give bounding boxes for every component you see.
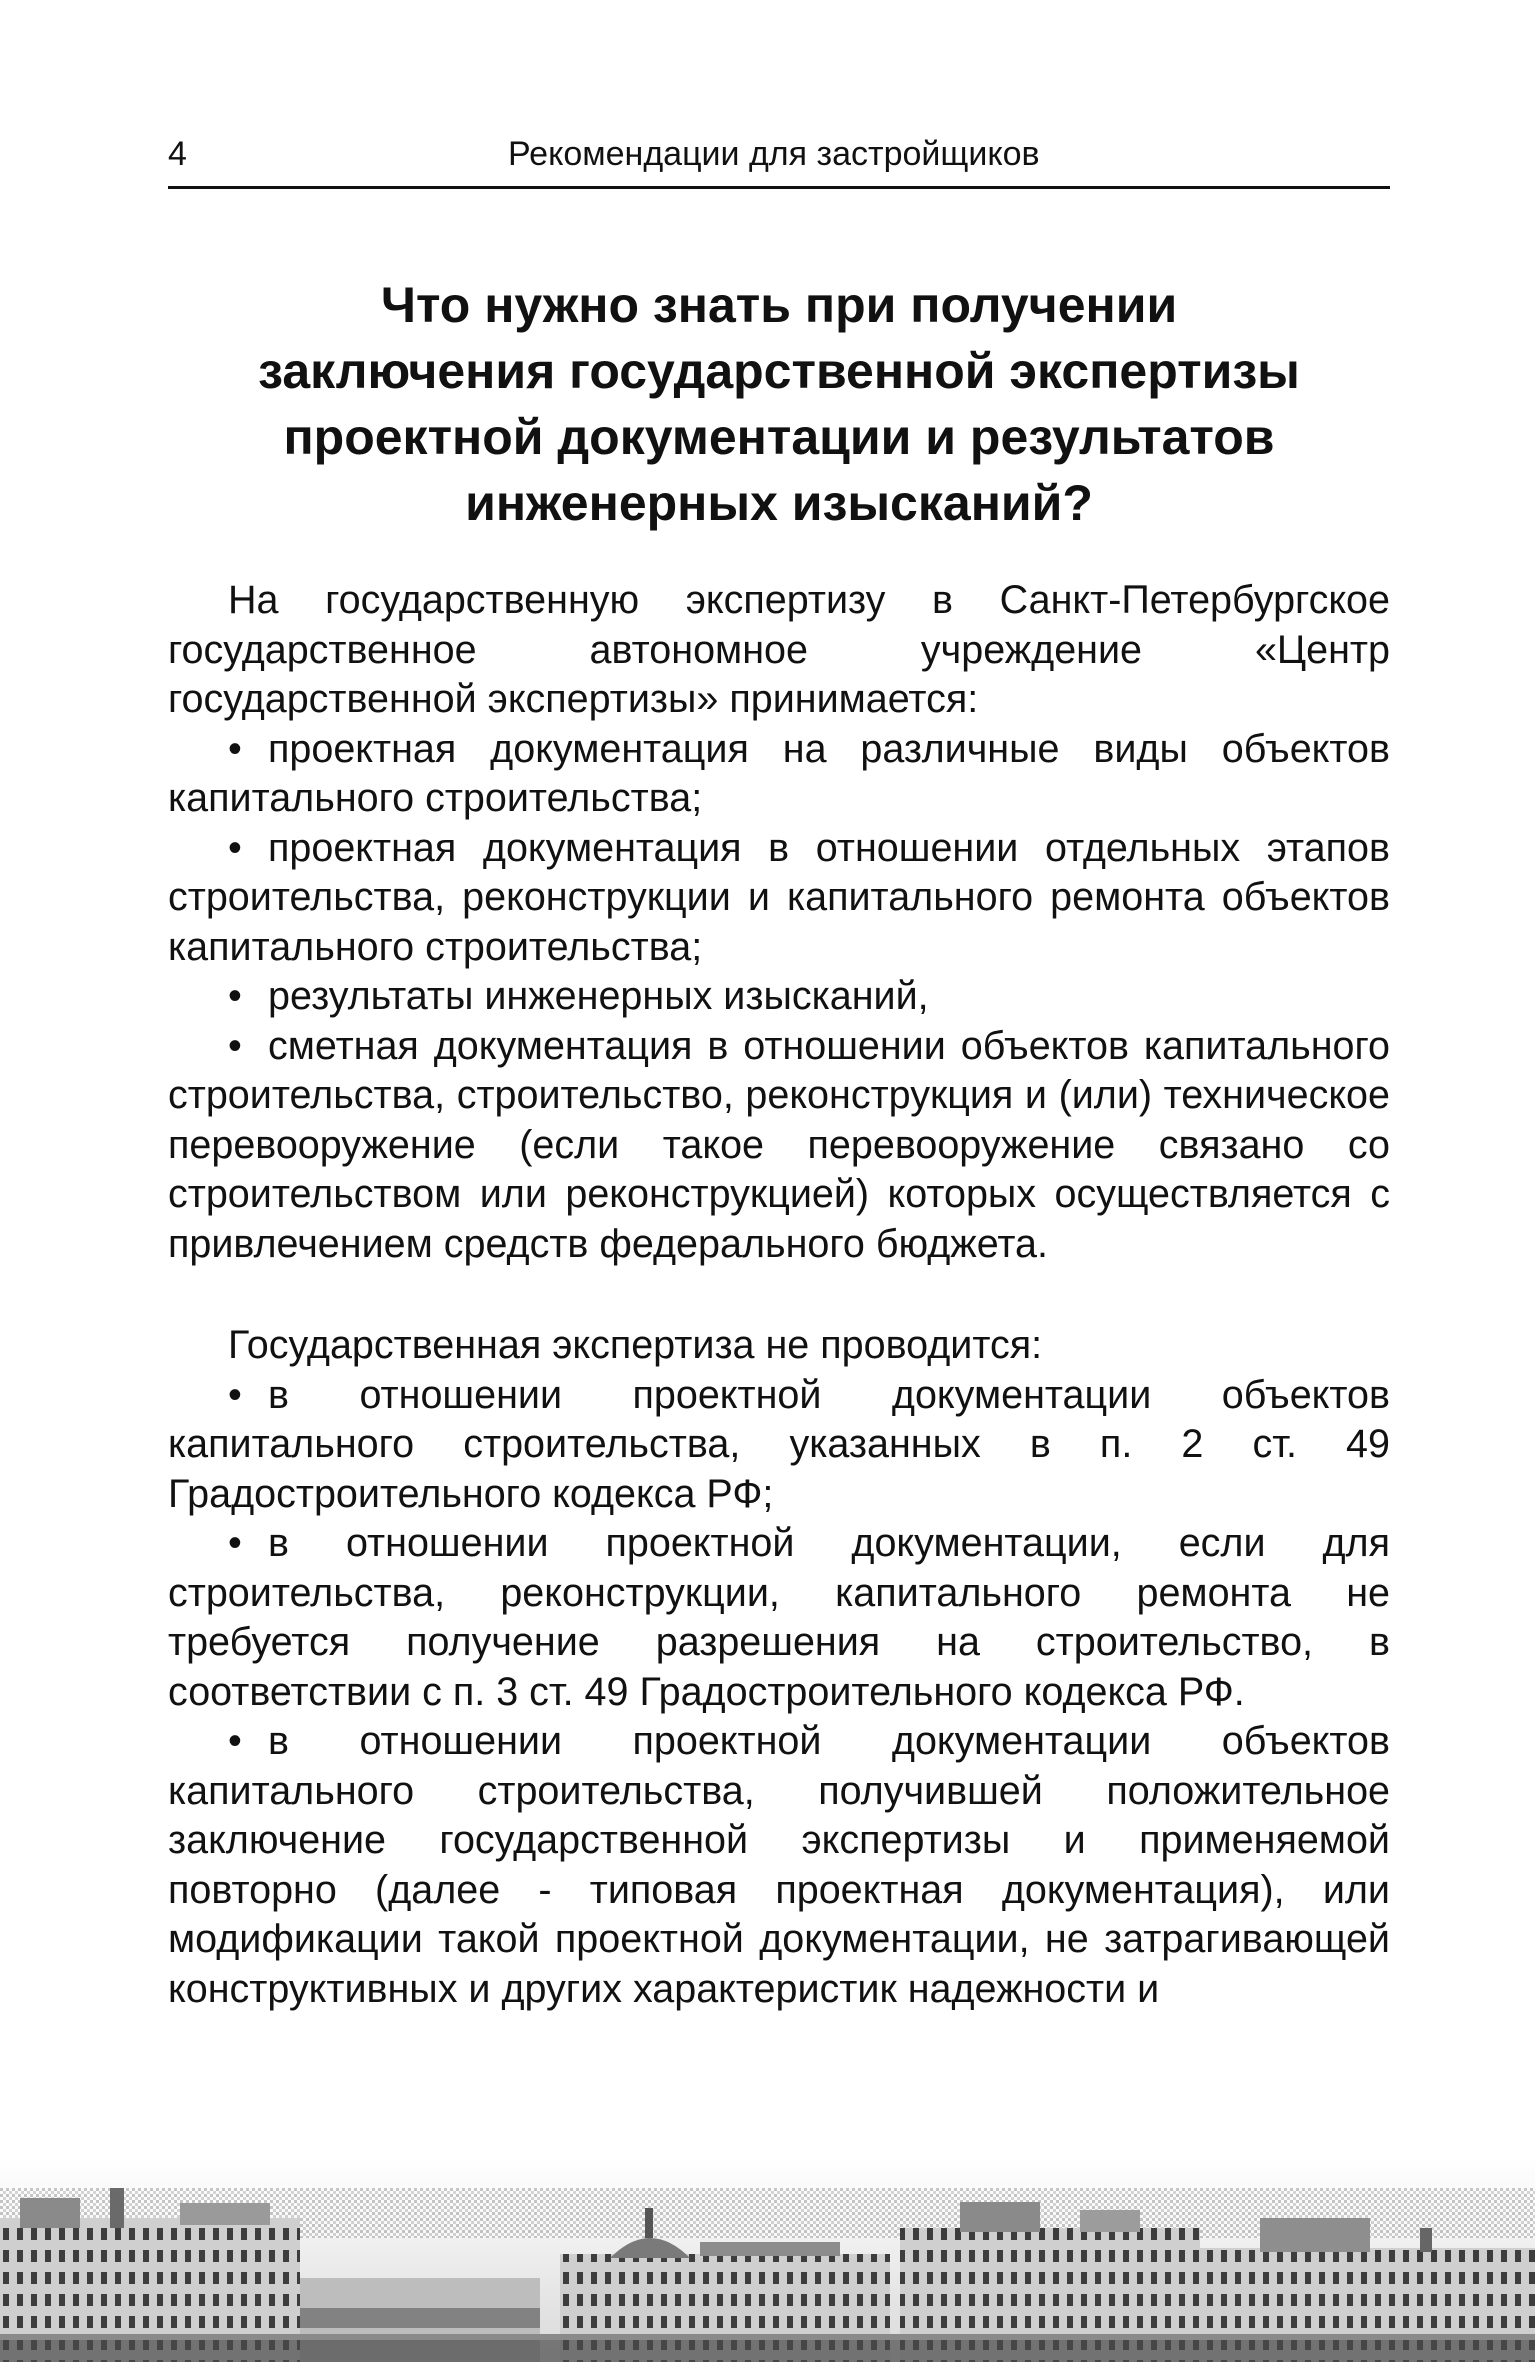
list-item <box>168 725 1390 824</box>
list-item <box>168 1371 1390 1520</box>
list-item-text: проектная документация в отношении отдельных этапов строительства, реконструкции и капитального ремонта объектов капитального строительства; <box>168 825 1390 969</box>
engraving-footer <box>0 2158 1535 2362</box>
city-skyline-engraving <box>0 2158 1535 2362</box>
intro-paragraph: На государственную экспертизу в Санкт-Петербургское государственное автономное учреждение «Центр государственной экспертизы» принимается: <box>168 578 1390 721</box>
title-line: проектной документации и результатов <box>283 409 1275 465</box>
bullet: • <box>228 1023 242 1068</box>
running-title: Рекомендации для застройщиков <box>508 135 1040 173</box>
body-text <box>168 576 1390 2014</box>
list-item-text: сметная документация в отношении объектов капитального строительства, строительство, реконструкция и (или) техническое перевооружение (если такое перевооружение связано со строительством или реконструкцией) которых осуществляется с привлечением средств федерального бюджета. <box>168 1023 1390 1266</box>
bullet: • <box>228 1372 242 1417</box>
list-item-text: в отношении проектной документации объектов капитального строительства, получившей положительное заключение государственной экспертизы и применяемой повторно (далее - типовая проектная документация), или модификации такой проектной документации, не затрагивающей конструктивных и других характеристик надежности и <box>168 1719 1390 2011</box>
title-line: заключения государственной экспертизы <box>258 343 1300 399</box>
title-line: Что нужно знать при получении <box>380 277 1178 333</box>
bullet: • <box>228 1719 242 1763</box>
list-item-text: в отношении проектной документации, если для строительства, реконструкции, капитального ремонта не требуется получение разрешения на строительство, в соответствии с п. 3 ст. 49 Градостроительного кодекса РФ. <box>168 1521 1390 1714</box>
list-item-text: в отношении проектной документации объектов капитального строительства, указанных в п. 2 ст. 49 Градостроительного кодекса РФ; <box>168 1372 1390 1516</box>
header-rule <box>168 186 1390 189</box>
list-item <box>168 1519 1390 1717</box>
list-item <box>168 972 1390 1022</box>
page-number: 4 <box>168 135 187 173</box>
paragraph-gap <box>168 1269 1390 1321</box>
not-conducted-list <box>168 1371 1390 2015</box>
list-item <box>168 1717 1390 2014</box>
running-header <box>168 126 1388 186</box>
bullet: • <box>228 974 242 1018</box>
bullet: • <box>228 825 242 870</box>
section-title <box>168 272 1390 536</box>
not-conducted-lead: Государственная экспертиза не проводится: <box>228 1323 1043 1367</box>
accepted-list <box>168 725 1390 1270</box>
list-item-text: результаты инженерных изысканий, <box>268 974 929 1018</box>
bullet: • <box>228 1521 242 1565</box>
bullet: • <box>228 726 242 771</box>
list-item <box>168 824 1390 973</box>
list-item <box>168 1022 1390 1270</box>
list-item-text: проектная документация на различные виды объектов капитального строительства; <box>168 726 1390 820</box>
title-line: инженерных изысканий? <box>465 475 1093 531</box>
